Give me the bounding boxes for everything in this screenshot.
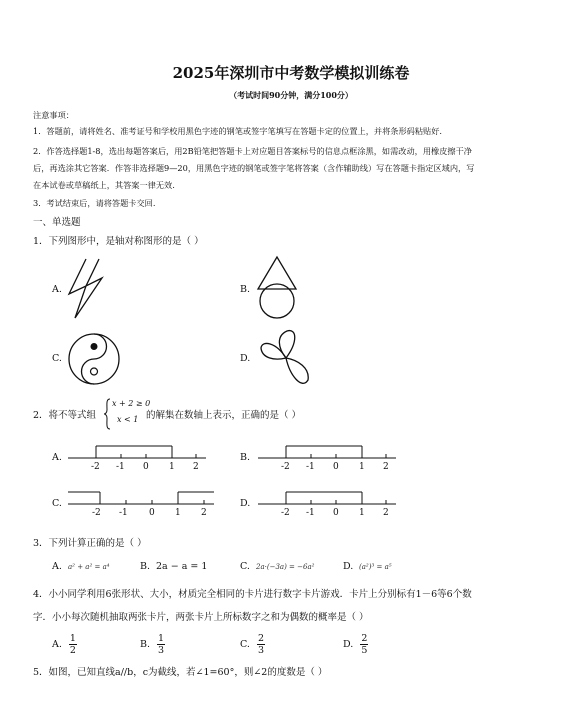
q2-system-brace — [103, 398, 111, 430]
q2-option-c-label: C. — [52, 498, 62, 509]
q3-option-d-label: D. — [343, 561, 354, 572]
q5-stem: 5．如图，已知直线a//b，c为截线，若∠1=60°，则∠2的度数是（ ） — [33, 667, 328, 678]
q2-option-d-number-line — [258, 487, 398, 523]
q2-b-tick-2: 2 — [383, 462, 389, 472]
q4-option-d-label: D. — [343, 639, 354, 650]
q4-option-d-numerator: 2 — [361, 633, 368, 644]
q4-option-a-label: A. — [52, 639, 62, 650]
q2-c-tick-2: 2 — [201, 508, 207, 518]
q2-option-c-number-line — [68, 487, 218, 523]
notes-heading: 注意事项： — [33, 110, 74, 120]
q2-a-tick-neg1: -1 — [116, 462, 125, 472]
section-label: 一、单选题 — [33, 217, 81, 228]
q2-c-tick-0: 0 — [149, 508, 155, 518]
q4-option-a-fraction — [69, 633, 77, 656]
q2-inequality-2: x < 1 — [117, 415, 139, 424]
q4-option-b-label: B. — [140, 639, 151, 650]
q2-option-b-label: B. — [240, 452, 251, 463]
q3-option-c-expr: 2a·(−3a) = −6a² — [256, 563, 315, 571]
q2-c-tick-neg2: -2 — [92, 508, 101, 518]
note-3: 3．考试结束后，请将答题卡交回. — [33, 198, 156, 208]
q1-option-a-label: A. — [52, 284, 62, 295]
q2-stem-suffix: 的解集在数轴上表示，正确的是（ ） — [146, 410, 302, 421]
q2-option-a-label: A. — [52, 452, 62, 463]
q2-d-tick-2: 2 — [383, 508, 389, 518]
q2-c-tick-1: 1 — [175, 508, 181, 518]
page-subtitle: （考试时间90分钟，满分100分） — [229, 90, 353, 100]
q3-option-a-expr: a² + a² = a⁴ — [68, 563, 110, 571]
q2-b-tick-0: 0 — [333, 462, 339, 472]
note-2b: 后，再选涂其它答案．作答非选择题9—20，用黑色字迹的钢笔或签字笔将答案（含作辅助线）写在答题卡指定区域内，写 — [33, 163, 475, 173]
q4-line-1: 4．小小同学利用6张形状、大小，材质完全相同的卡片进行数字卡片游戏．卡片上分别标有1－6等6个数 — [33, 589, 472, 600]
q3-option-b-label: B. — [140, 561, 151, 572]
note-2c: 在本试卷或草稿纸上，其答案一律无效. — [33, 180, 175, 190]
q2-c-tick-neg1: -1 — [119, 508, 128, 518]
q2-d-tick-neg1: -1 — [306, 508, 315, 518]
q3-stem: 3．下列计算正确的是（ ） — [33, 538, 147, 549]
q2-option-a-number-line — [68, 441, 208, 477]
note-1: 1．答题前，请将姓名、准考证号和学校用黑色字迹的钢笔或签字笔填写在答题卡定的位置上，并将条形码粘贴好. — [33, 126, 443, 136]
q4-option-d — [343, 633, 368, 656]
q4-option-b-fraction — [157, 633, 165, 656]
q1-stem: 1．下列图形中，是轴对称图形的是（ ） — [33, 236, 204, 247]
q2-a-tick-2: 2 — [193, 462, 199, 472]
q4-option-b-numerator: 1 — [158, 633, 165, 644]
q1-option-c-label: C. — [52, 353, 62, 364]
q2-inequality-1: x + 2 ≥ 0 — [112, 399, 151, 408]
q2-b-tick-neg1: -1 — [306, 462, 315, 472]
q2-d-tick-1: 1 — [359, 508, 365, 518]
q4-option-c-numerator: 2 — [257, 633, 265, 644]
q2-a-tick-1: 1 — [169, 462, 175, 472]
q4-option-a — [52, 633, 77, 656]
q1-option-d-label: D. — [240, 353, 251, 364]
q4-option-a-numerator: 1 — [69, 633, 76, 644]
q4-option-c-label: C. — [240, 639, 250, 650]
q1-option-d-pinwheel-figure — [254, 328, 320, 390]
q4-option-b — [140, 633, 165, 656]
q4-option-a-denominator: 2 — [69, 645, 76, 656]
q1-option-b-label: B. — [240, 284, 251, 295]
q2-a-tick-neg2: -2 — [91, 462, 100, 472]
q3-option-c-label: C. — [240, 561, 250, 572]
q4-line-2: 字．小小每次随机抽取两张卡片，两张卡片上所标数字之和为偶数的概率是（ ） — [33, 612, 369, 623]
q1-option-c-yinyang-figure — [67, 332, 121, 386]
q3-option-b-expr: 2a − a = 1 — [156, 561, 208, 572]
note-2a: 2．作答选择题1-8，选出每题答案后，用2B铅笔把答题卡上对应题目答案标号的信息点框涂黑，如需改动，用橡皮擦干净 — [33, 146, 472, 156]
q1-option-b-triangle-circle-figure — [254, 255, 300, 319]
q4-option-b-denominator: 3 — [158, 645, 165, 656]
q2-b-tick-neg2: -2 — [281, 462, 290, 472]
q2-b-tick-1: 1 — [359, 462, 365, 472]
q2-stem-prefix: 2．将不等式组 — [33, 410, 97, 421]
q3-option-d-expr: (a²)³ = a⁵ — [359, 563, 392, 571]
q4-option-d-denominator: 5 — [361, 645, 368, 656]
q2-option-b-number-line — [258, 441, 398, 477]
q3-option-a-label: A. — [52, 561, 62, 572]
q4-option-c-fraction — [257, 633, 265, 656]
q2-d-tick-neg2: -2 — [281, 508, 290, 518]
q4-option-c-denominator: 3 — [257, 645, 265, 656]
q2-a-tick-0: 0 — [143, 462, 149, 472]
q1-option-a-lightning-figure — [66, 258, 106, 320]
q4-option-d-fraction — [360, 633, 368, 656]
page-title: 2025年深圳市中考数学模拟训练卷 — [172, 64, 410, 82]
q2-option-d-label: D. — [240, 498, 251, 509]
q2-d-tick-0: 0 — [333, 508, 339, 518]
q4-option-c — [240, 633, 265, 656]
